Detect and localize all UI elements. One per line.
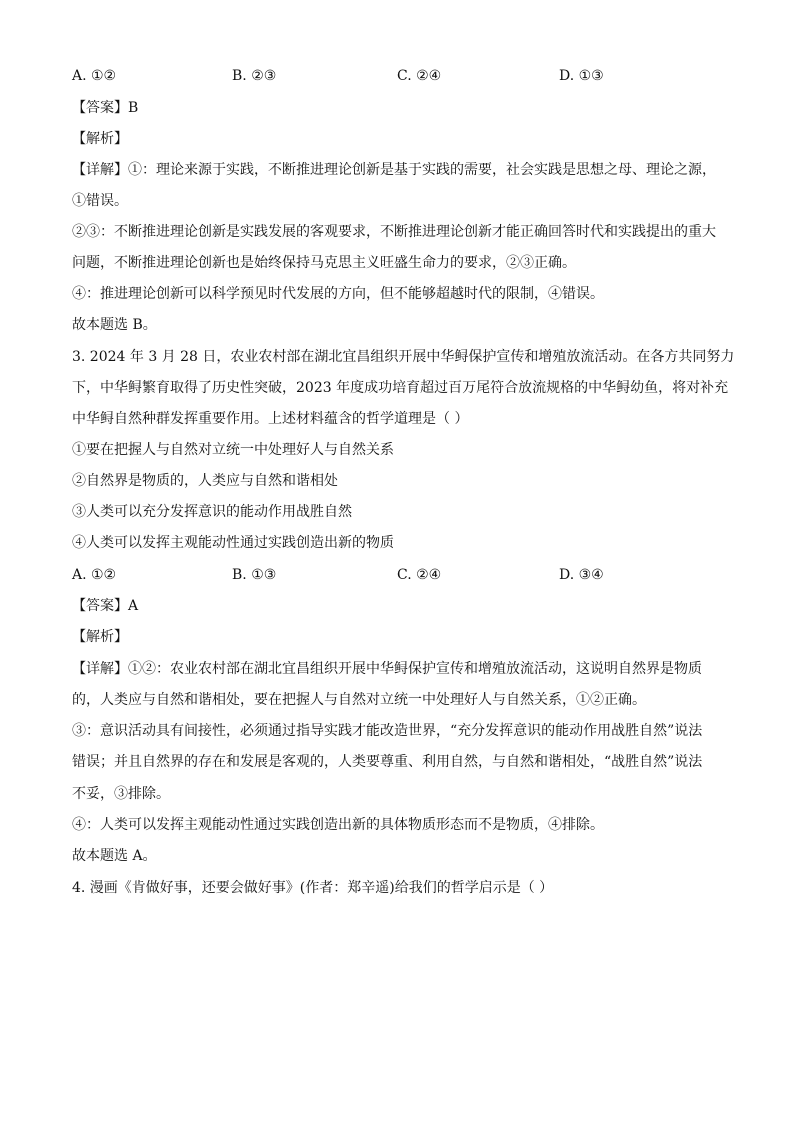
q3-option-c: C. ②④ — [397, 567, 442, 583]
q2-detail-line: ①错误。 — [72, 193, 128, 209]
q3-conclusion: 故本题选 A。 — [72, 848, 157, 864]
answer-value: B — [128, 100, 139, 116]
q2-detail-line: 问题，不断推进理论创新也是始终保持马克思主义旺盛生命力的要求，②③正确。 — [72, 255, 576, 271]
q3-analysis-tag: 【解析】 — [72, 629, 128, 645]
q3-detail-line: ③：意识活动具有间接性，必须通过指导实践才能改造世界，“充分发挥意识的能动作用战胜自然”说法 — [72, 723, 703, 739]
answer-tag: 【答案】 — [72, 100, 128, 116]
q2-detail-line: ②③：不断推进理论创新是实践发展的客观要求，不断推进理论创新才能正确回答时代和实践提出的重大 — [72, 224, 716, 240]
q3-stem-line: 下，中华鲟繁育取得了历史性突破，2023 年度成功培育超过百万尾符合放流规格的中华鲟幼鱼，将对补充 — [72, 380, 729, 396]
answer-value: A — [128, 598, 139, 614]
answer-tag: 【答案】 — [72, 598, 128, 614]
q3-options — [72, 565, 722, 585]
q3-statement-1: ①要在把握人与自然对立统一中处理好人与自然关系 — [72, 442, 394, 458]
q2-analysis-tag: 【解析】 — [72, 131, 128, 147]
q3-detail-line: 的，人类应与自然和谐相处，要在把握人与自然对立统一中处理好人与自然关系，①②正确。 — [72, 692, 646, 708]
q2-conclusion: 故本题选 B。 — [72, 317, 157, 333]
q3-answer — [72, 596, 722, 616]
q2-option-c: C. ②④ — [397, 68, 442, 84]
q3-option-a: A. ①② — [72, 567, 117, 583]
q3-detail-line: ④：人类可以发挥主观能动性通过实践创造出新的具体物质形态而不是物质，④排除。 — [72, 817, 604, 833]
q2-option-d: D. ①③ — [559, 68, 604, 84]
q3-option-b: B. ①③ — [232, 567, 277, 583]
q2-answer — [72, 98, 722, 118]
q2-detail-line: 【详解】①：理论来源于实践，不断推进理论创新是基于实践的需要，社会实践是思想之母、理论之源， — [72, 162, 716, 178]
q3-statement-2: ②自然界是物质的，人类应与自然和谐相处 — [72, 473, 338, 489]
q2-options — [72, 66, 722, 86]
q2-option-b: B. ②③ — [232, 68, 277, 84]
q3-detail-line: 不妥，③排除。 — [72, 786, 170, 802]
q3-detail-line: 错误；并且自然界的存在和发展是客观的，人类要尊重、利用自然，与自然和谐相处，“战胜自然”说法 — [72, 754, 703, 770]
q2-option-a: A. ①② — [72, 68, 117, 84]
q3-detail-line: 【详解】①②：农业农村部在湖北宜昌组织开展中华鲟保护宣传和增殖放流活动，这说明自然界是物质 — [72, 661, 702, 677]
q3-statement-4: ④人类可以发挥主观能动性通过实践创造出新的物质 — [72, 535, 394, 551]
q4-stem: 4. 漫画《肯做好事，还要会做好事》(作者：郑辛遥)给我们的哲学启示是（ ） — [72, 880, 554, 896]
q3-stem-line: 中华鲟自然种群发挥重要作用。上述材料蕴含的哲学道理是（ ） — [72, 411, 469, 427]
q3-statement-3: ③人类可以充分发挥意识的能动作用战胜自然 — [72, 504, 352, 520]
q3-stem-line: 3. 2024 年 3 月 28 日，农业农村部在湖北宜昌组织开展中华鲟保护宣传和增殖放流活动。在各方共同努力 — [72, 349, 735, 365]
q3-option-d: D. ③④ — [559, 567, 604, 583]
q2-detail-line: ④：推进理论创新可以科学预见时代发展的方向，但不能够超越时代的限制，④错误。 — [72, 286, 604, 302]
